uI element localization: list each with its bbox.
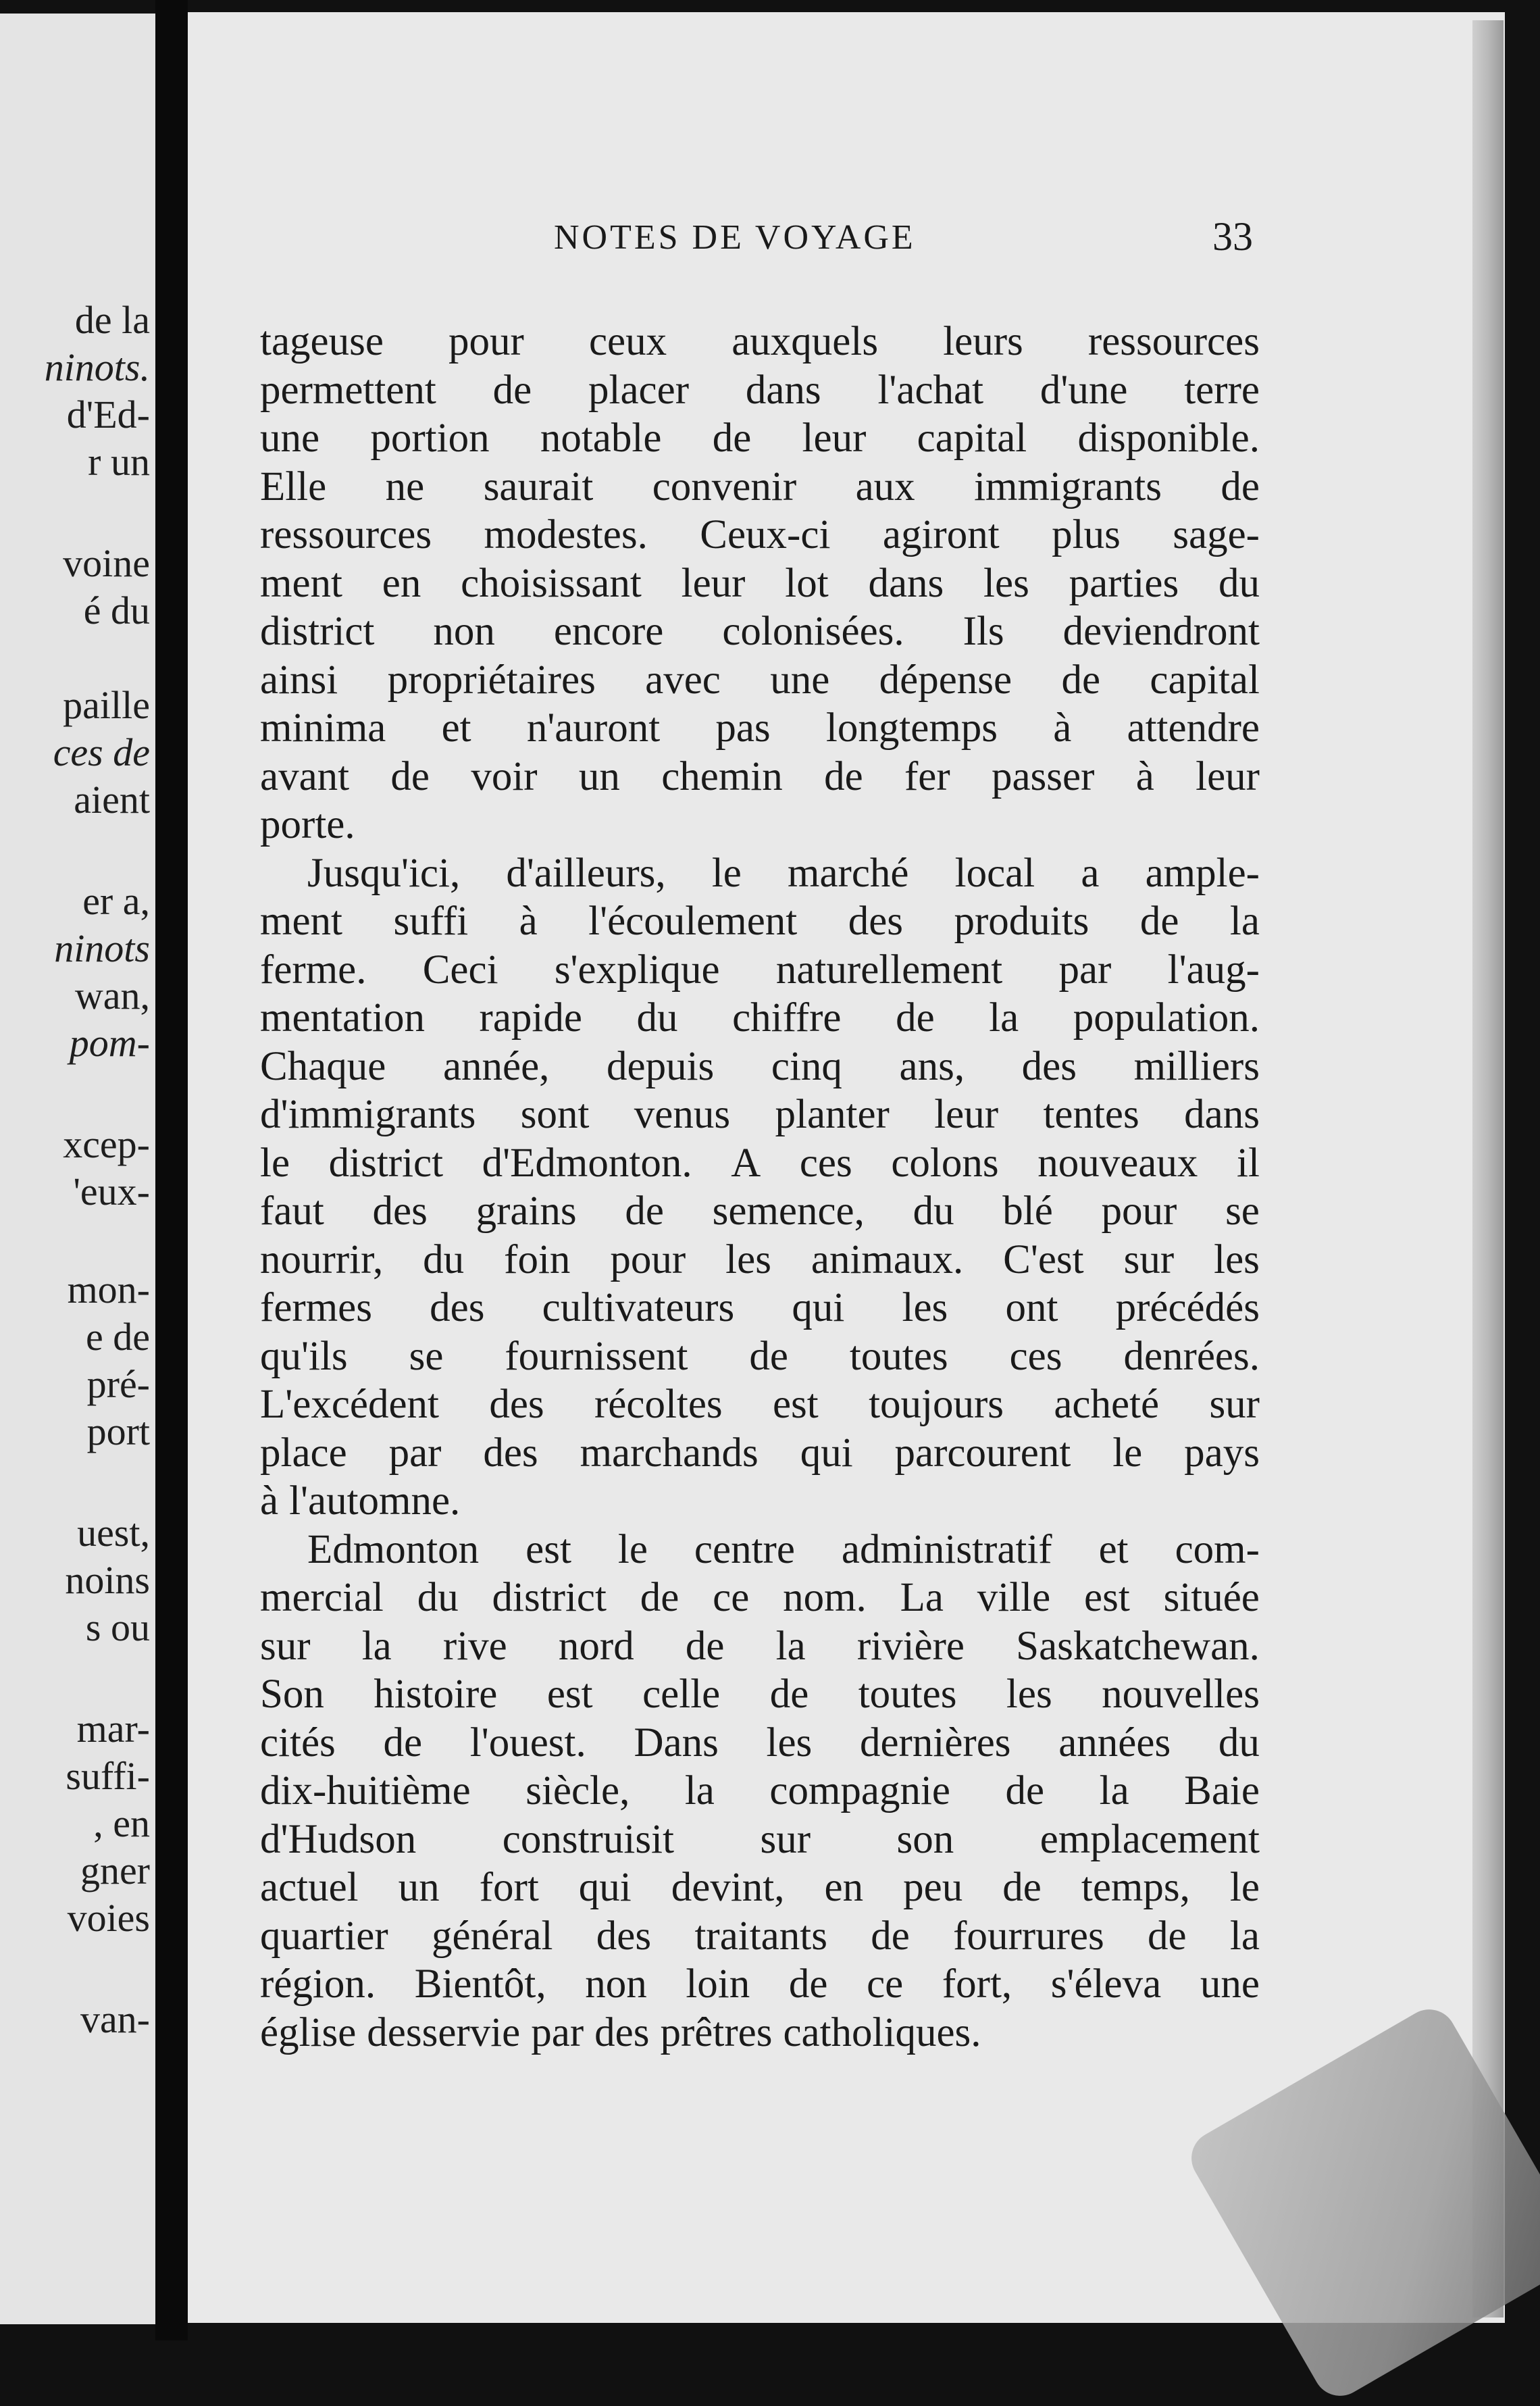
text-line: minima et n'auront pas longtemps à attendre — [260, 705, 1260, 751]
text-line: ressources modestes. Ceux-ci agiront plus sage- — [260, 512, 1260, 557]
facing-page-fragment: uest, — [77, 1511, 150, 1555]
text-line: cités de l'ouest. Dans les dernières années du — [260, 1720, 1260, 1765]
facing-page-fragment: mon- — [67, 1268, 150, 1311]
text-line: mercial du district de ce nom. La ville est située — [260, 1575, 1260, 1620]
text-line: une portion notable de leur capital disponible. — [260, 416, 1260, 461]
text-line: mentation rapide du chiffre de la population. — [260, 995, 1260, 1041]
body-text — [260, 318, 1260, 2057]
text-line: ment suffi à l'écoulement des produits de la — [260, 899, 1260, 944]
text-line: Elle ne saurait convenir aux immigrants de — [260, 463, 1260, 509]
facing-page-fragment: d'Ed- — [66, 393, 150, 436]
facing-page-fragment: ninots. — [44, 345, 150, 389]
text-line: place par des marchands qui parcourent le pays — [260, 1430, 1260, 1476]
facing-page-fragment: de la — [74, 298, 150, 342]
text-line: d'Hudson construisit sur son emplacement — [260, 1816, 1260, 1862]
text-line: d'immigrants sont venus planter leur tentes dans — [260, 1092, 1260, 1137]
text-line: L'excédent des récoltes est toujours acheté sur — [260, 1382, 1260, 1427]
text-line: nourrir, du foin pour les animaux. C'est sur les — [260, 1236, 1260, 1282]
text-line: Jusqu'ici, d'ailleurs, le marché local a ample- — [307, 850, 1260, 896]
facing-page-fragment: aient — [74, 778, 150, 822]
text-line: ment en choisissant leur lot dans les parties du — [260, 560, 1260, 606]
facing-page-fragment: er a, — [82, 879, 150, 923]
text-line: Chaque année, depuis cinq ans, des milliers — [260, 1043, 1260, 1089]
text-line: porte. — [260, 802, 355, 847]
facing-page-fragment: mar- — [76, 1707, 150, 1751]
facing-page-fragment: voies — [67, 1896, 150, 1940]
text-line: à l'automne. — [260, 1478, 461, 1524]
facing-page-fragment: pré- — [86, 1362, 150, 1406]
facing-page-fragment: gner — [80, 1849, 150, 1893]
text-line: Edmonton est le centre administratif et com- — [307, 1526, 1260, 1572]
text-line: tageuse pour ceux auxquels leurs ressources — [260, 319, 1260, 364]
facing-page-fragment: suffi- — [66, 1754, 150, 1798]
text-line: permettent de placer dans l'achat d'une terre — [260, 367, 1260, 413]
facing-page-fragment: xcep- — [63, 1122, 150, 1166]
text-line: avant de voir un chemin de fer passer à leur — [260, 753, 1260, 799]
facing-page-fragment: noins — [65, 1558, 150, 1602]
facing-page-fragment: é du — [83, 588, 150, 632]
facing-page-fragment: port — [86, 1409, 150, 1453]
text-line: fermes des cultivateurs qui les ont précédés — [260, 1285, 1260, 1330]
text-line: église desservie par des prêtres catholiques. — [260, 2009, 981, 2055]
facing-page-fragment: , en — [93, 1801, 150, 1845]
text-line: le district d'Edmonton. A ces colons nouveaux il — [260, 1140, 1260, 1186]
text-line: sur la rive nord de la rivière Saskatchewan. — [260, 1623, 1260, 1669]
facing-page-fragment: e de — [86, 1315, 150, 1359]
text-line: faut des grains de semence, du blé pour se — [260, 1188, 1260, 1234]
text-line: qu'ils se fournissent de toutes ces denrées. — [260, 1333, 1260, 1379]
text-line: ferme. Ceci s'explique naturellement par l'aug- — [260, 947, 1260, 993]
facing-page-fragment: voine — [63, 541, 150, 585]
page-number: 33 — [1212, 214, 1253, 259]
facing-page-fragment: pom- — [69, 1021, 150, 1065]
facing-page — [0, 14, 155, 2324]
facing-page-fragment: s ou — [85, 1605, 150, 1649]
text-line: région. Bientôt, non loin de ce fort, s'éleva une — [260, 1961, 1260, 2007]
text-line: ainsi propriétaires avec une dépense de capital — [260, 657, 1260, 703]
facing-page-fragment: paille — [63, 683, 150, 727]
facing-page-fragment: r un — [88, 440, 150, 484]
text-line: district non encore colonisées. Ils deviendront — [260, 609, 1260, 654]
running-header: NOTES DE VOYAGE — [554, 218, 916, 257]
facing-page-fragment: ces de — [53, 730, 150, 774]
facing-page-fragment: ninots — [54, 926, 150, 970]
facing-page-fragment: wan, — [74, 974, 150, 1018]
text-line: actuel un fort qui devint, en peu de temps, le — [260, 1865, 1260, 1910]
text-line: Son histoire est celle de toutes les nouvelles — [260, 1672, 1260, 1717]
book-gutter — [155, 0, 188, 2340]
facing-page-fragment: 'eux- — [73, 1170, 150, 1213]
page-edge — [1472, 20, 1504, 2317]
facing-page-fragment: van- — [80, 1997, 150, 2041]
text-line: quartier général des traitants de fourrures de la — [260, 1913, 1260, 1959]
text-line: dix-huitième siècle, la compagnie de la Baie — [260, 1768, 1260, 1813]
